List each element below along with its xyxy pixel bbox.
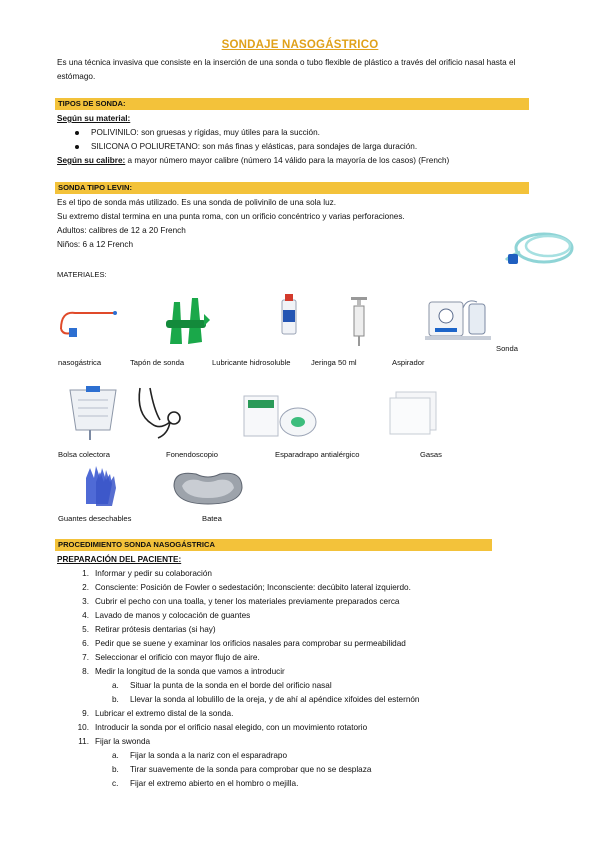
sub-step-text: Tirar suavemente de la sonda para comprobar que no se desplaza: [130, 765, 372, 774]
sub-step-item: [112, 749, 287, 763]
step-text: Informar y pedir su colaboración: [95, 569, 212, 578]
segun-material-label: Según su material:: [57, 114, 131, 123]
step-text: Introducir la sonda por el orificio nasal elegido, con un movimiento rotatorio: [95, 723, 368, 732]
bullet-silicona: [75, 140, 417, 154]
step-item: [75, 637, 406, 651]
caption-gasas: Gasas: [420, 450, 442, 459]
step-text: Lavado de manos y colocación de guantes: [95, 611, 251, 620]
segun-calibre-text: a mayor número mayor calibre (número 14 válido para la mayoría de los casos) (French): [125, 156, 450, 165]
step-number: 3.: [82, 597, 89, 606]
levin-line: Adultos: calibres de 12 a 20 French: [57, 226, 186, 235]
step-number: 11.: [78, 737, 89, 746]
step-number: 6.: [82, 639, 89, 648]
segun-calibre-label: Según su calibre:: [57, 156, 126, 165]
nasogastric-tube-icon: [500, 222, 578, 272]
step-number: 1.: [82, 569, 89, 578]
step-item: [75, 707, 233, 721]
gloves-icon: [80, 464, 122, 508]
sub-step-text: Situar la punta de la sonda en el borde del orificio nasal: [130, 681, 332, 690]
syringe-icon: [346, 296, 374, 348]
bullet-icon: [75, 131, 79, 135]
bullet-name: SILICONA O POLIURETANO: [91, 142, 198, 151]
sub-step-item: [112, 693, 419, 707]
step-item: [75, 735, 150, 749]
caption-nasogastrica: nasogástrica: [58, 358, 102, 367]
bullet-polivinilo: [75, 126, 320, 140]
step-item: [75, 665, 285, 679]
step-text: Lubricar el extremo distal de la sonda.: [95, 709, 234, 718]
bullet-text: : son más finas y elásticas, para sondajes de larga duración.: [197, 142, 418, 151]
caption-jeringa: Jeringa 50 ml: [311, 358, 357, 367]
step-text: Consciente: Posición de Fowler o sedestación; Inconsciente: decúbito lateral izquierdo.: [95, 583, 411, 592]
step-number: 4.: [82, 611, 89, 620]
step-number: 5.: [82, 625, 89, 634]
nasogastric-tube-icon: [57, 305, 119, 339]
caption-batea: Batea: [202, 514, 222, 523]
bullet-icon: [75, 145, 79, 149]
section-header-tipos: TIPOS DE SONDA:: [55, 98, 529, 110]
gauze-icon: [386, 388, 442, 438]
caption-esparadrapo: Esparadrapo antialérgico: [275, 450, 360, 459]
step-item: [75, 595, 399, 609]
step-number: 10.: [77, 723, 89, 732]
step-item: [75, 609, 250, 623]
step-item: [75, 721, 367, 735]
caption-aspirador: Aspirador: [392, 358, 425, 367]
step-number: 8.: [82, 667, 89, 676]
preparacion-label: PREPARACIÓN DEL PACIENTE:: [57, 555, 182, 564]
sub-step-letter: c.: [112, 779, 119, 788]
sub-step-letter: b.: [112, 765, 119, 774]
sub-step-text: Llevar la sonda al lobulillo de la oreja, y de ahí al apéndice xifoides del esternón: [130, 695, 420, 704]
sub-step-text: Fijar la sonda a la nariz con el esparadrapo: [130, 751, 288, 760]
stopper-icon: [160, 294, 212, 350]
aspirator-icon: [425, 294, 495, 346]
caption-tapon: Tapón de sonda: [130, 358, 185, 367]
bullet-text: : son gruesas y rígidas, muy útiles para la succión.: [136, 128, 320, 137]
sub-step-item: [112, 763, 371, 777]
caption-bolsa: Bolsa colectora: [58, 450, 110, 459]
step-number: 2.: [82, 583, 89, 592]
step-item: [75, 651, 260, 665]
section-header-levin: SONDA TIPO LEVIN:: [55, 182, 529, 194]
page-title: SONDAJE NASOGÁSTRICO: [221, 39, 379, 51]
step-text: Pedir que se suene y examinar los orificios nasales para comprobar su permeabilidad: [95, 639, 406, 648]
segun-calibre: [57, 154, 449, 168]
stethoscope-icon: [134, 384, 186, 442]
caption-guantes: Guantes desechables: [58, 514, 132, 523]
step-item: [75, 567, 212, 581]
tape-icon: [240, 392, 322, 442]
step-item: [75, 581, 411, 595]
sub-step-letter: a.: [112, 751, 119, 760]
sub-step-letter: b.: [112, 695, 119, 704]
intro-paragraph: Es una técnica invasiva que consiste en la inserción de una sonda o tubo flexible de plástico a través del orificio nasal hasta el estómago.: [57, 58, 516, 81]
step-text: Fijar la swonda: [95, 737, 151, 746]
kidney-dish-icon: [168, 466, 248, 508]
sub-step-item: [112, 679, 332, 693]
step-text: Cubrir el pecho con una toalla, y tener los materiales previamente preparados cerca: [95, 597, 400, 606]
caption-lubricante: Lubricante hidrosoluble: [212, 358, 291, 367]
step-item: [75, 623, 216, 637]
step-text: Seleccionar el orificio con mayor flujo de aire.: [95, 653, 260, 662]
lubricant-icon: [278, 292, 300, 340]
caption-sonda: Sonda: [496, 344, 518, 353]
step-text: Retirar prótesis dentarias (si hay): [95, 625, 216, 634]
caption-fonendoscopio: Fonendoscopio: [166, 450, 218, 459]
materiales-label: MATERIALES:: [57, 270, 107, 279]
sub-step-item: [112, 777, 298, 791]
section-header-procedimiento: PROCEDIMIENTO SONDA NASOGÁSTRICA: [55, 539, 492, 551]
levin-line: Su extremo distal termina en una punta roma, con un orificio concéntrico y varias perforaciones.: [57, 212, 405, 221]
sub-step-letter: a.: [112, 681, 119, 690]
sub-step-text: Fijar el extremo abierto en el hombro o mejilla.: [130, 779, 299, 788]
step-number: 7.: [82, 653, 89, 662]
bullet-name: POLIVINILO: [91, 128, 137, 137]
step-text: Medir la longitud de la sonda que vamos a introducir: [95, 667, 285, 676]
collection-bag-icon: [60, 384, 126, 442]
step-number: 9.: [82, 709, 89, 718]
levin-line: Niños: 6 a 12 French: [57, 240, 134, 249]
levin-line: Es el tipo de sonda más utilizado. Es una sonda de polivinilo de una sola luz.: [57, 198, 337, 207]
